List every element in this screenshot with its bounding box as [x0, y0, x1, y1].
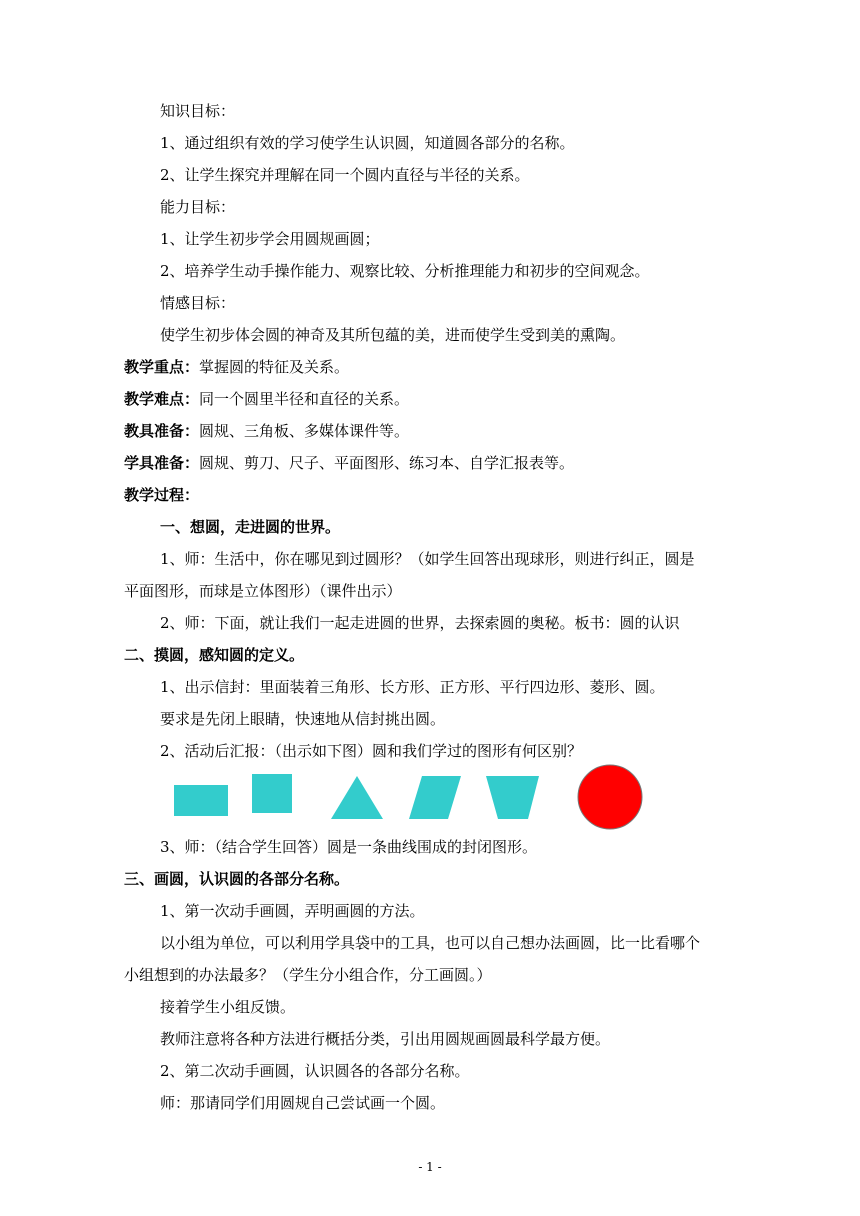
- labeled-line-text: 掌握圆的特征及关系。: [199, 358, 350, 376]
- objective-line: 1、让学生初步学会用圆规画圆；: [160, 230, 380, 248]
- objective-line: 1、通过组织有效的学习使学生认识圆，知道圆各部分的名称。: [160, 134, 575, 152]
- section-2-para-1: 1、出示信封：里面装着三角形、长方形、正方形、平行四边形、菱形、圆。: [160, 678, 665, 696]
- labeled-line-label: 教具准备：: [124, 422, 200, 440]
- labeled-line-label: 教学难点：: [124, 390, 200, 408]
- square-shape: [252, 774, 292, 813]
- section-3-title: 三、画圆，认识圆的各部分名称。: [124, 870, 350, 888]
- objective-line: 情感目标：: [160, 294, 236, 312]
- objective-line: 2、培养学生动手操作能力、观察比较、分析推理能力和初步的空间观念。: [160, 262, 650, 280]
- labeled-line-label: 教学重点：: [124, 358, 200, 376]
- objective-line: 使学生初步体会圆的神奇及其所包蕴的美，进而使学生受到美的熏陶。: [160, 326, 626, 344]
- page-number: - 1 -: [418, 1160, 442, 1174]
- section-1-para-2: 2、师：下面，就让我们一起走进圆的世界，去探索圆的奥秘。板书：圆的认识: [160, 614, 680, 632]
- labeled-line-text: 同一个圆里半径和直径的关系。: [199, 390, 410, 408]
- trapezoid-shape: [486, 776, 539, 819]
- section-3-para-2b: 小组想到的办法最多？（学生分小组合作，分工画圆。）: [124, 966, 492, 984]
- parallelogram-shape: [409, 776, 461, 819]
- section-3-para-1: 1、第一次动手画圆，弄明画圆的方法。: [160, 902, 425, 920]
- section-1-title: 一、想圆，走进圆的世界。: [160, 518, 341, 536]
- labeled-line-text: 圆规、剪刀、尺子、平面图形、练习本、自学汇报表等。: [199, 454, 575, 472]
- section-2-title: 二、摸圆，感知圆的定义。: [124, 646, 305, 664]
- process-heading: 教学过程：: [124, 486, 200, 504]
- rectangle-shape: [174, 785, 228, 816]
- section-2-para-4: 3、师：（结合学生回答）圆是一条曲线围成的封闭图形。: [160, 838, 538, 856]
- section-1-para-1a: 1、师：生活中，你在哪见到过圆形？（如学生回答出现球形，则进行纠正，圆是: [160, 550, 695, 568]
- section-3-para-6: 师：那请同学们用圆规自己尝试画一个圆。: [160, 1094, 446, 1112]
- section-1-para-1b: 平面图形，而球是立体图形）（课件出示）: [124, 582, 402, 600]
- section-2-para-3: 2、活动后汇报：（出示如下图）圆和我们学过的图形有何区别？: [160, 742, 583, 760]
- objective-line: 2、让学生探究并理解在同一个圆内直径与半径的关系。: [160, 166, 530, 184]
- objective-line: 能力目标：: [160, 198, 236, 216]
- objective-line: 知识目标：: [160, 102, 236, 120]
- triangle-shape: [331, 776, 383, 819]
- section-3-para-5: 2、第二次动手画圆，认识圆各的各部分名称。: [160, 1062, 470, 1080]
- red-circle-shape: [578, 765, 642, 829]
- section-3-para-3: 接着学生小组反馈。: [160, 998, 296, 1016]
- section-2-para-2: 要求是先闭上眼睛，快速地从信封挑出圆。: [160, 710, 446, 728]
- labeled-line-text: 圆规、三角板、多媒体课件等。: [199, 422, 410, 440]
- labeled-line-label: 学具准备：: [124, 454, 200, 472]
- section-3-para-2a: 以小组为单位，可以利用学具袋中的工具，也可以自己想办法画圆，比一比看哪个: [160, 934, 701, 952]
- section-3-para-4: 教师注意将各种方法进行概括分类，引出用圆规画圆最科学最方便。: [160, 1030, 611, 1048]
